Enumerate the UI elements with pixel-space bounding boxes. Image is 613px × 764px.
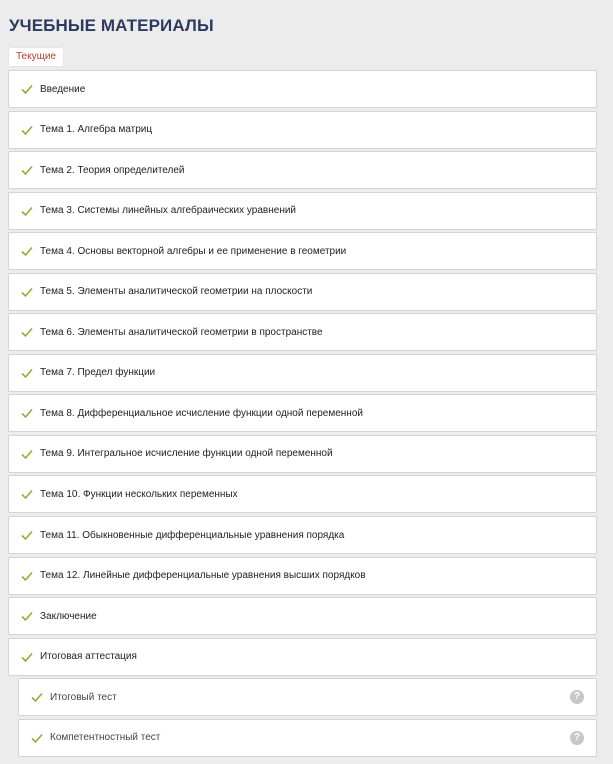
list-item-topic-7[interactable] (8, 354, 597, 392)
check-icon (20, 609, 34, 623)
list-item-label: Тема 2. Теория определителей (40, 164, 185, 176)
list-item-label: Тема 10. Функции нескольких переменных (40, 488, 238, 500)
list-item-label: Итоговая аттестация (40, 651, 137, 663)
list-item-topic-12[interactable] (8, 557, 597, 595)
list-item-topic-8[interactable] (8, 394, 597, 432)
help-icon[interactable]: ? (570, 690, 584, 704)
list-item-topic-11[interactable] (8, 516, 597, 554)
list-item-label: Тема 11. Обыкновенные дифференциальные уравнения порядка (40, 529, 345, 541)
list-item-topic-4[interactable] (8, 232, 597, 270)
list-item-intro[interactable] (8, 70, 597, 108)
tab-current[interactable]: Текущие (9, 48, 63, 66)
list-item-final-attestation[interactable] (8, 638, 597, 676)
list-item-topic-9[interactable] (8, 435, 597, 473)
check-icon (20, 325, 34, 339)
check-icon (20, 204, 34, 218)
check-icon (20, 650, 34, 664)
check-icon (20, 487, 34, 501)
check-icon (20, 406, 34, 420)
materials-list (8, 70, 597, 759)
check-icon (20, 163, 34, 177)
list-item-label: Тема 3. Системы линейных алгебраических уравнений (40, 205, 297, 217)
help-icon[interactable]: ? (570, 731, 584, 745)
sub-item-final-test[interactable] (18, 678, 597, 716)
list-item-label: Тема 1. Алгебра матриц (40, 124, 153, 136)
list-item-label: Тема 9. Интегральное исчисление функции одной переменной (40, 448, 333, 460)
sub-item-label: Компетентностный тест (50, 732, 161, 744)
check-icon (20, 447, 34, 461)
list-item-label: Тема 6. Элементы аналитической геометрии в пространстве (40, 326, 323, 338)
check-icon (30, 731, 44, 745)
sub-item-label: Итоговый тест (50, 691, 117, 703)
check-icon (20, 366, 34, 380)
list-item-label: Тема 5. Элементы аналитической геометрии на плоскости (40, 286, 313, 298)
check-icon (20, 244, 34, 258)
list-item-label: Тема 7. Предел функции (40, 367, 156, 379)
check-icon (20, 528, 34, 542)
check-icon (20, 123, 34, 137)
list-item-label: Тема 8. Дифференциальное исчисление функции одной переменной (40, 407, 363, 419)
list-item-topic-3[interactable] (8, 192, 597, 230)
check-icon (20, 82, 34, 96)
list-item-label: Заключение (40, 610, 97, 622)
sub-item-competency-test[interactable] (18, 719, 597, 757)
page-title: УЧЕБНЫЕ МАТЕРИАЛЫ (9, 16, 214, 35)
list-item-topic-5[interactable] (8, 273, 597, 311)
list-item-label: Введение (40, 83, 86, 95)
list-item-label: Тема 4. Основы векторной алгебры и ее применение в геометрии (40, 245, 347, 257)
list-item-topic-1[interactable] (8, 111, 597, 149)
list-item-topic-6[interactable] (8, 313, 597, 351)
list-item-conclusion[interactable] (8, 597, 597, 635)
list-item-topic-10[interactable] (8, 475, 597, 513)
list-item-label: Тема 12. Линейные дифференциальные уравнения высших порядков (40, 570, 366, 582)
check-icon (20, 569, 34, 583)
check-icon (20, 285, 34, 299)
list-item-topic-2[interactable] (8, 151, 597, 189)
check-icon (30, 690, 44, 704)
